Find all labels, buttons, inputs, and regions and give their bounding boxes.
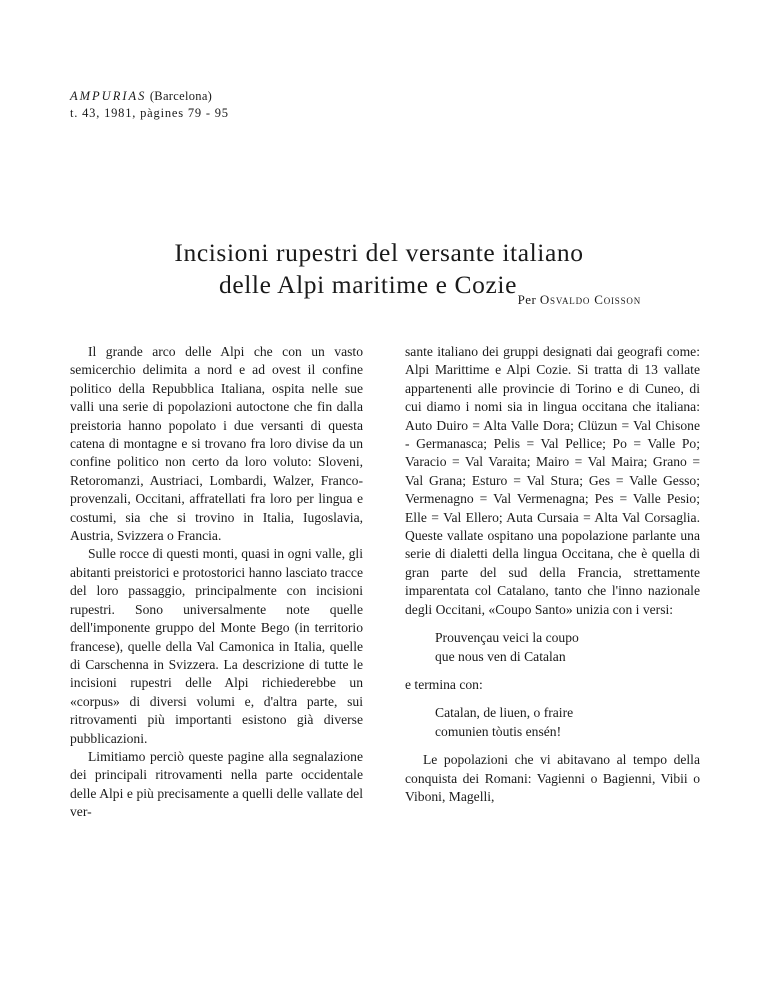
title-line-2: delle Alpi maritime e Cozie bbox=[218, 270, 518, 300]
journal-header bbox=[70, 88, 229, 122]
paragraph: Sulle rocce di questi monti, quasi in ogni valle, gli abitanti preistorici e protostorici hanno lasciato tracce del loro passaggio, principalmente con incisioni rupestri. Sono universalmente note quelle dell'imponente gruppo del Monte Bego (in territorio francese), quelle della Val Camonica in Italia, quelle di Carschenna in Svizzera. La descrizione di tutte le incisioni rupestri delle Alpi richiederebbe un «corpus» di diversi volumi e, d'altra parte, sui ritrovamenti più importanti esistono già diverse pubblicazioni. bbox=[70, 546, 363, 746]
paragraph: e termina con: bbox=[405, 676, 483, 692]
right-column bbox=[405, 343, 700, 806]
left-column bbox=[70, 343, 363, 822]
paragraph: sante italiano dei gruppi designati dai geografi come: Alpi Marittime e Alpi Cozie. Si tratta di 13 vallate appartenenti alle provincie di Torino e di Cuneo, di cui diamo i nomi sia in lingua occitana che italiana: Auto Duiro = Alta Valle Dora; Clüzun = Val Chisone - Germanasca; Pelis = Val Pellice; Po = Valle Po; Varacio = Val Varaita; Mairo = Val Maira; Grano = Val Grana; Esturo = Val Stura; Ges = Valle Gesso; Vermenagno = Val Vermenagna; Pes = Valle Pesio; Elle = Val Ellero; Auta Cursaia = Alta Val Corsaglia. Queste vallate ospitano una popolazione parlante una serie di dialetti della lingua Occitana, che è quella di gran parte del sud della Francia, strettamente imparentata col Catalano, tanto che l'inno nazionale degli Occitani, «Coupo Santo» unizia con i versi: bbox=[405, 344, 700, 617]
author-byline bbox=[518, 292, 641, 308]
author-name: Osvaldo Coisson bbox=[539, 292, 641, 307]
journal-line bbox=[70, 88, 229, 105]
journal-name: AMPURIAS bbox=[70, 89, 147, 103]
verse-line: Prouvençau veici la coupo bbox=[435, 630, 579, 646]
verse-quote bbox=[435, 704, 700, 741]
paragraph: Limitiamo perciò queste pagine alla segnalazione dei principali ritrovamenti nella parte occidentale delle Alpi e più precisamente a quelli delle vallate del ver- bbox=[70, 748, 363, 820]
author-prefix: Per bbox=[517, 292, 537, 307]
verse-line: comunien tòutis ensén! bbox=[435, 723, 562, 739]
paragraph: Le popolazioni che vi abitavano al tempo della conquista dei Romani: Vagienni o Bagienni, Vibii o Viboni, Magelli, bbox=[405, 752, 700, 804]
paragraph: Il grande arco delle Alpi che con un vasto semicerchio delimita a nord e ad ovest il confine politico della Repubblica Italiana, ospita nelle sue valli una serie di popolazioni autoctone che fin dalla preistoria hanno popolato i due versanti di questa catena di montagne e si trovano fra loro divise da un confine politico non certo da loro voluto: Sloveni, Retoromanzi, Austriaci, Lombardi, Walzer, Franco-provenzali, Occitani, affratellati fra loro per lingua e costumi, sia che si trovino in Italia, Iugoslavia, Austria, Svizzera o Francia. bbox=[70, 344, 363, 544]
verse-quote bbox=[435, 629, 700, 666]
article-title bbox=[0, 237, 768, 301]
verse-line: Catalan, de liuen, o fraire bbox=[435, 705, 574, 721]
title-line-1: Incisioni rupestri del versante italiano bbox=[174, 238, 584, 268]
journal-city: (Barcelona) bbox=[149, 89, 213, 103]
verse-line: que nous ven di Catalan bbox=[435, 648, 566, 664]
journal-reference: t. 43, 1981, pàgines 79 - 95 bbox=[70, 106, 229, 120]
